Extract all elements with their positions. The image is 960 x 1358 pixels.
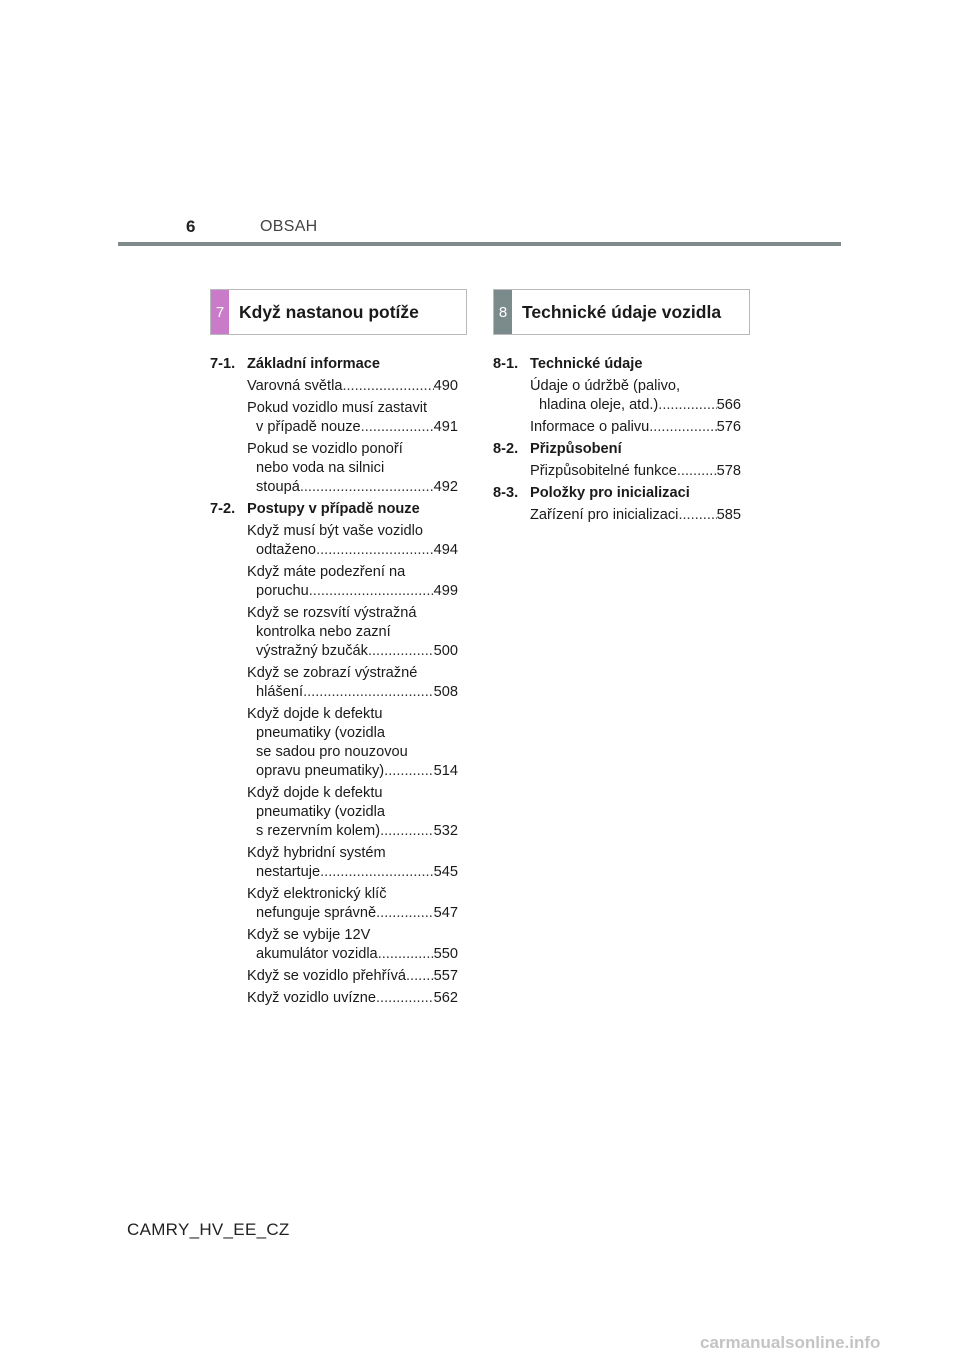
toc-entry-last-line bbox=[247, 904, 458, 923]
dot-leader bbox=[300, 478, 434, 497]
toc-group-number: 8-2. bbox=[493, 441, 519, 457]
toc-group-number: 7-1. bbox=[210, 356, 236, 372]
dot-leader bbox=[378, 945, 434, 964]
toc-page-number: 557 bbox=[433, 968, 458, 984]
toc-entry-line: Když se zobrazí výstražné bbox=[247, 665, 418, 681]
toc-entry[interactable] bbox=[247, 885, 458, 923]
page-number: 6 bbox=[186, 217, 196, 236]
toc-entry-last-line bbox=[247, 683, 458, 702]
toc-entry-last-line bbox=[247, 642, 458, 661]
toc-entry-last-line bbox=[247, 863, 458, 882]
dot-leader bbox=[380, 822, 434, 841]
toc-page-number: 547 bbox=[433, 905, 458, 921]
toc-column-section-8 bbox=[493, 352, 741, 525]
toc-page-number: 562 bbox=[433, 990, 458, 1006]
toc-entry[interactable] bbox=[530, 418, 741, 437]
toc-entry-text: výstražný bzučák bbox=[256, 643, 368, 659]
toc-group-title: Přizpůsobení bbox=[530, 441, 622, 457]
dot-leader bbox=[658, 396, 716, 415]
page-header bbox=[0, 0, 960, 250]
toc-entry[interactable] bbox=[530, 377, 741, 415]
toc-group-title: Technické údaje bbox=[530, 356, 643, 372]
toc-entry-line: kontrolka nebo zazní bbox=[256, 624, 391, 640]
toc-entry-line: Když dojde k defektu bbox=[247, 706, 383, 722]
toc-entry-line: Když dojde k defektu bbox=[247, 785, 383, 801]
toc-entry-line: Když máte podezření na bbox=[247, 564, 406, 580]
toc-entry-last-line bbox=[530, 396, 741, 415]
toc-page-number: 492 bbox=[433, 479, 458, 495]
dot-leader bbox=[677, 462, 717, 481]
toc-group-number: 8-1. bbox=[493, 356, 519, 372]
toc-entry[interactable] bbox=[247, 440, 458, 497]
toc-group-heading bbox=[493, 484, 741, 503]
toc-entry-line: Když musí být vaše vozidlo bbox=[247, 523, 424, 539]
document-code: CAMRY_HV_EE_CZ bbox=[127, 1220, 290, 1239]
dot-leader bbox=[316, 541, 434, 560]
toc-group-title: Základní informace bbox=[247, 356, 381, 372]
dot-leader bbox=[320, 863, 434, 882]
toc-entry-text: nefunguje správně bbox=[256, 905, 377, 921]
toc-group-number: 7-2. bbox=[210, 501, 236, 517]
toc-page-number: 545 bbox=[433, 864, 458, 880]
toc-entry-last-line bbox=[530, 506, 741, 525]
toc-entry-last-line bbox=[247, 762, 458, 781]
toc-entry-text: v případě nouze bbox=[256, 419, 361, 435]
toc-entry-text: nestartuje bbox=[256, 864, 321, 880]
toc-page-number: 576 bbox=[716, 419, 741, 435]
dot-leader bbox=[368, 642, 434, 661]
watermark: carmanualsonline.info bbox=[700, 1333, 881, 1352]
toc-entry-text: s rezervním kolem) bbox=[256, 823, 381, 839]
toc-entry-line: Údaje o údržbě (palivo, bbox=[530, 378, 681, 394]
section-7-tab: 7 bbox=[211, 290, 229, 334]
section-8-header bbox=[493, 289, 750, 335]
toc-entry-last-line bbox=[247, 478, 458, 497]
toc-entry-last-line bbox=[247, 541, 458, 560]
toc-entry[interactable] bbox=[247, 399, 458, 437]
toc-page-number: 578 bbox=[716, 463, 741, 479]
section-7-title: Když nastanou potíže bbox=[239, 301, 419, 322]
toc-group-number: 8-3. bbox=[493, 485, 519, 501]
toc-entry-last-line bbox=[247, 989, 458, 1008]
toc-entry[interactable] bbox=[247, 604, 458, 661]
toc-entry-text: stoupá bbox=[256, 479, 300, 495]
header-divider bbox=[118, 242, 841, 246]
toc-page-number: 566 bbox=[716, 397, 741, 413]
toc-entry-last-line bbox=[530, 418, 741, 437]
toc-entry-text: Informace o palivu bbox=[530, 419, 650, 435]
toc-page-number: 508 bbox=[433, 684, 458, 700]
toc-entry-line: Když elektronický klíč bbox=[247, 886, 387, 902]
toc-entry[interactable] bbox=[247, 989, 458, 1008]
toc-entry[interactable] bbox=[247, 664, 458, 702]
toc-entry[interactable] bbox=[247, 926, 458, 964]
toc-entry-text: poruchu bbox=[256, 583, 309, 599]
toc-group-title: Postupy v případě nouze bbox=[247, 501, 420, 517]
toc-entry-text: odtaženo bbox=[256, 542, 317, 558]
toc-entry-last-line bbox=[247, 582, 458, 601]
toc-entry[interactable] bbox=[247, 967, 458, 986]
section-7-header bbox=[210, 289, 467, 335]
toc-page-number: 514 bbox=[433, 763, 458, 779]
header-title: OBSAH bbox=[260, 218, 318, 235]
toc-entry-text: hlášení bbox=[256, 684, 304, 700]
toc-entry[interactable] bbox=[247, 522, 458, 560]
toc-entry-last-line bbox=[247, 822, 458, 841]
toc-page-number: 490 bbox=[433, 378, 458, 394]
toc-page-number: 491 bbox=[433, 419, 458, 435]
toc-entry-line: Pokud vozidlo musí zastavit bbox=[247, 400, 428, 416]
toc-page-number: 532 bbox=[433, 823, 458, 839]
toc-entry[interactable] bbox=[530, 506, 741, 525]
toc-page-number: 494 bbox=[433, 542, 458, 558]
dot-leader bbox=[342, 377, 433, 396]
toc-group-heading bbox=[210, 500, 458, 519]
dot-leader bbox=[678, 506, 716, 525]
toc-entry-last-line bbox=[530, 462, 741, 481]
toc-entry[interactable] bbox=[247, 705, 458, 781]
section-8-title: Technické údaje vozidla bbox=[522, 301, 722, 322]
toc-entry-text: Zařízení pro inicializaci bbox=[530, 507, 679, 523]
toc-entry[interactable] bbox=[247, 377, 458, 396]
dot-leader bbox=[406, 967, 434, 986]
toc-entry-text: Když se vozidlo přehřívá bbox=[247, 968, 406, 984]
toc-entry-text: akumulátor vozidla bbox=[256, 946, 378, 962]
toc-group-heading bbox=[493, 440, 741, 459]
toc-entry-line: se sadou pro nouzovou bbox=[256, 744, 408, 760]
toc-entry[interactable] bbox=[530, 462, 741, 481]
toc-entry-text: Varovná světla bbox=[247, 378, 343, 394]
toc-column-section-7 bbox=[210, 352, 458, 1008]
toc-page-number: 499 bbox=[433, 583, 458, 599]
toc-entry-text: Přizpůsobitelné funkce bbox=[530, 463, 677, 479]
dot-leader bbox=[384, 762, 433, 781]
toc-entry-line: Když se vybije 12V bbox=[247, 927, 371, 943]
dot-leader bbox=[309, 582, 434, 601]
toc-entry-line: nebo voda na silnici bbox=[256, 460, 385, 476]
dot-leader bbox=[361, 418, 434, 437]
toc-entry-last-line bbox=[247, 377, 458, 396]
toc-page-number: 550 bbox=[433, 946, 458, 962]
toc-group-title: Položky pro inicializaci bbox=[530, 485, 690, 501]
toc-group-heading bbox=[210, 355, 458, 374]
toc-group-heading bbox=[493, 355, 741, 374]
toc-entry-last-line bbox=[247, 967, 458, 986]
toc-entry-last-line bbox=[247, 945, 458, 964]
toc-page-number: 500 bbox=[433, 643, 458, 659]
toc-entry-line: Když hybridní systém bbox=[247, 845, 386, 861]
dot-leader bbox=[649, 418, 716, 437]
toc-page-number: 585 bbox=[716, 507, 741, 523]
toc-entry-last-line bbox=[247, 418, 458, 437]
toc-entry-text: opravu pneumatiky) bbox=[256, 763, 385, 779]
dot-leader bbox=[376, 904, 434, 923]
toc-entry[interactable] bbox=[247, 563, 458, 601]
dot-leader bbox=[303, 683, 434, 702]
toc-entry[interactable] bbox=[247, 844, 458, 882]
toc-entry-text: hladina oleje, atd.) bbox=[539, 397, 659, 413]
toc-entry-line: Když se rozsvítí výstražná bbox=[247, 605, 417, 621]
toc-entry[interactable] bbox=[247, 784, 458, 841]
toc-entry-line: pneumatiky (vozidla bbox=[256, 804, 385, 820]
toc-entry-line: Pokud se vozidlo ponoří bbox=[247, 441, 403, 457]
toc-entry-line: pneumatiky (vozidla bbox=[256, 725, 385, 741]
section-8-tab: 8 bbox=[494, 290, 512, 334]
dot-leader bbox=[376, 989, 434, 1008]
toc-entry-text: Když vozidlo uvízne bbox=[247, 990, 376, 1006]
